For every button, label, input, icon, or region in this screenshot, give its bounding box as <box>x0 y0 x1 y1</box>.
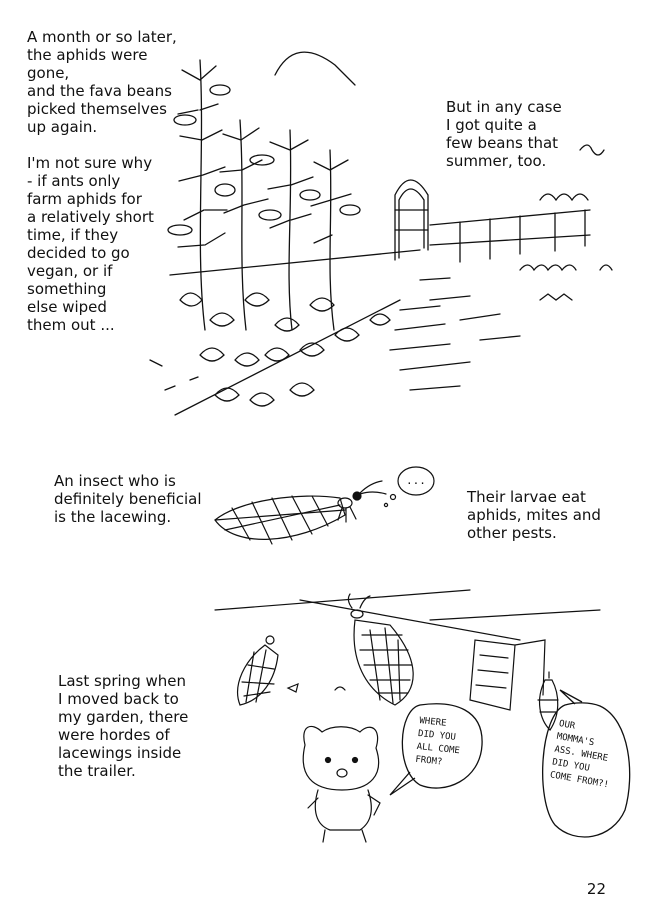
caption-mid-right: Their larvae eat aphids, mites and other pests. <box>467 488 601 542</box>
pig-head <box>303 726 378 790</box>
caption-bottom-left: Last spring when I moved back to my garden, there were hordes of lacewings inside the trailer. <box>58 672 189 780</box>
pig-speech-text: WHERE DID YOU ALL COME FROM? <box>414 715 461 768</box>
page-number: 22 <box>586 880 606 898</box>
lacewing-speech-text: OUR MOMMA'S ASS. WHERE DID YOU COME FROM?! <box>549 718 610 791</box>
caption-mid-left: An insect who is definitely beneficial is the lacewing. <box>54 472 202 526</box>
caption-top-left: A month or so later, the aphids were gone, and the fava beans picked themselves up again. I'm not sure why - if ants only farm aphids for a relatively short time, if they decided to go vegan, or if something else wiped them out ... <box>27 28 177 334</box>
lacewing-wing <box>354 620 413 705</box>
thought-bubble-text: ... <box>406 474 426 487</box>
pig-body <box>315 790 371 830</box>
caption-top-right: But in any case I got quite a few beans that summer, too. <box>446 98 562 170</box>
